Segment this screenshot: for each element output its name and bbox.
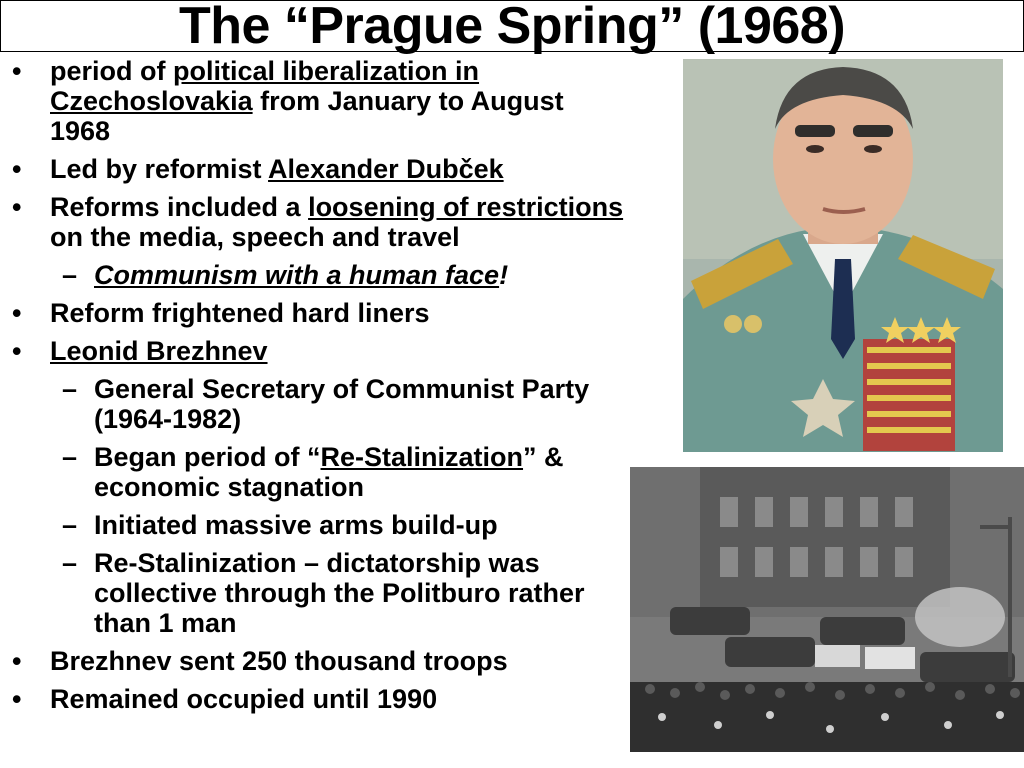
bullet-text: Initiated massive arms build-up xyxy=(94,510,498,540)
bullet-text: Reforms included a xyxy=(50,192,309,222)
bullet-list xyxy=(10,56,625,722)
bullet-marker: • xyxy=(12,192,22,222)
bullet-text: from January to August 1968 xyxy=(50,86,564,146)
bullet-text: Reform frightened hard liners xyxy=(50,298,430,328)
underlined-text: Communism with a human face xyxy=(94,260,500,290)
bullet-item xyxy=(10,298,625,328)
bullet-item xyxy=(10,336,625,366)
bullet-text: Led by reformist xyxy=(50,154,269,184)
dash-marker: – xyxy=(62,260,78,290)
dash-marker: – xyxy=(62,442,78,472)
underlined-text: loosening of restrictions xyxy=(308,192,624,222)
underlined-text: Alexander Dubček xyxy=(268,154,504,184)
dash-marker: – xyxy=(62,510,78,540)
occupation-photo xyxy=(630,467,1024,752)
underlined-text: Re-Stalinization xyxy=(320,442,524,472)
bullet-marker: • xyxy=(12,154,22,184)
sub-bullet-item xyxy=(10,442,625,502)
bullet-text: on the media, speech and travel xyxy=(50,222,460,252)
bullet-text: Brezhnev sent 250 thousand troops xyxy=(50,646,508,676)
bullet-marker: • xyxy=(12,298,22,328)
slide-title: The “Prague Spring” (1968) xyxy=(178,0,846,55)
bullet-marker: • xyxy=(12,684,22,714)
bullet-marker: • xyxy=(12,336,22,366)
bullet-marker: • xyxy=(12,56,22,86)
sub-bullet-item xyxy=(10,260,625,290)
bullet-text: Re-Stalinization – dictatorship was collective through the Politburo rather than 1 man xyxy=(94,548,585,638)
dash-marker: – xyxy=(62,548,78,578)
sub-bullet-item xyxy=(10,374,625,434)
dash-marker: – xyxy=(62,374,78,404)
sub-bullet-item xyxy=(10,548,625,638)
bullet-text: ! xyxy=(499,260,509,290)
bullet-text: ” & economic stagnation xyxy=(94,442,564,502)
bullet-item xyxy=(10,56,625,146)
bullet-item xyxy=(10,192,625,252)
portrait-photo xyxy=(683,59,1003,452)
bullet-item xyxy=(10,684,625,714)
bullet-text: General Secretary of Communist Party (1964-1982) xyxy=(94,374,590,434)
bullet-item xyxy=(10,154,625,184)
bullet-text: Remained occupied until 1990 xyxy=(50,684,438,714)
sub-bullet-item xyxy=(10,510,625,540)
bullet-text: period of xyxy=(50,56,173,86)
title-bar xyxy=(0,0,1024,55)
bullet-marker: • xyxy=(12,646,22,676)
bullet-item xyxy=(10,646,625,676)
underlined-text: Leonid Brezhnev xyxy=(50,336,268,366)
underlined-text: political liberalization in Czechoslovakia xyxy=(50,56,480,116)
bullet-text: Began period of “ xyxy=(94,442,321,472)
